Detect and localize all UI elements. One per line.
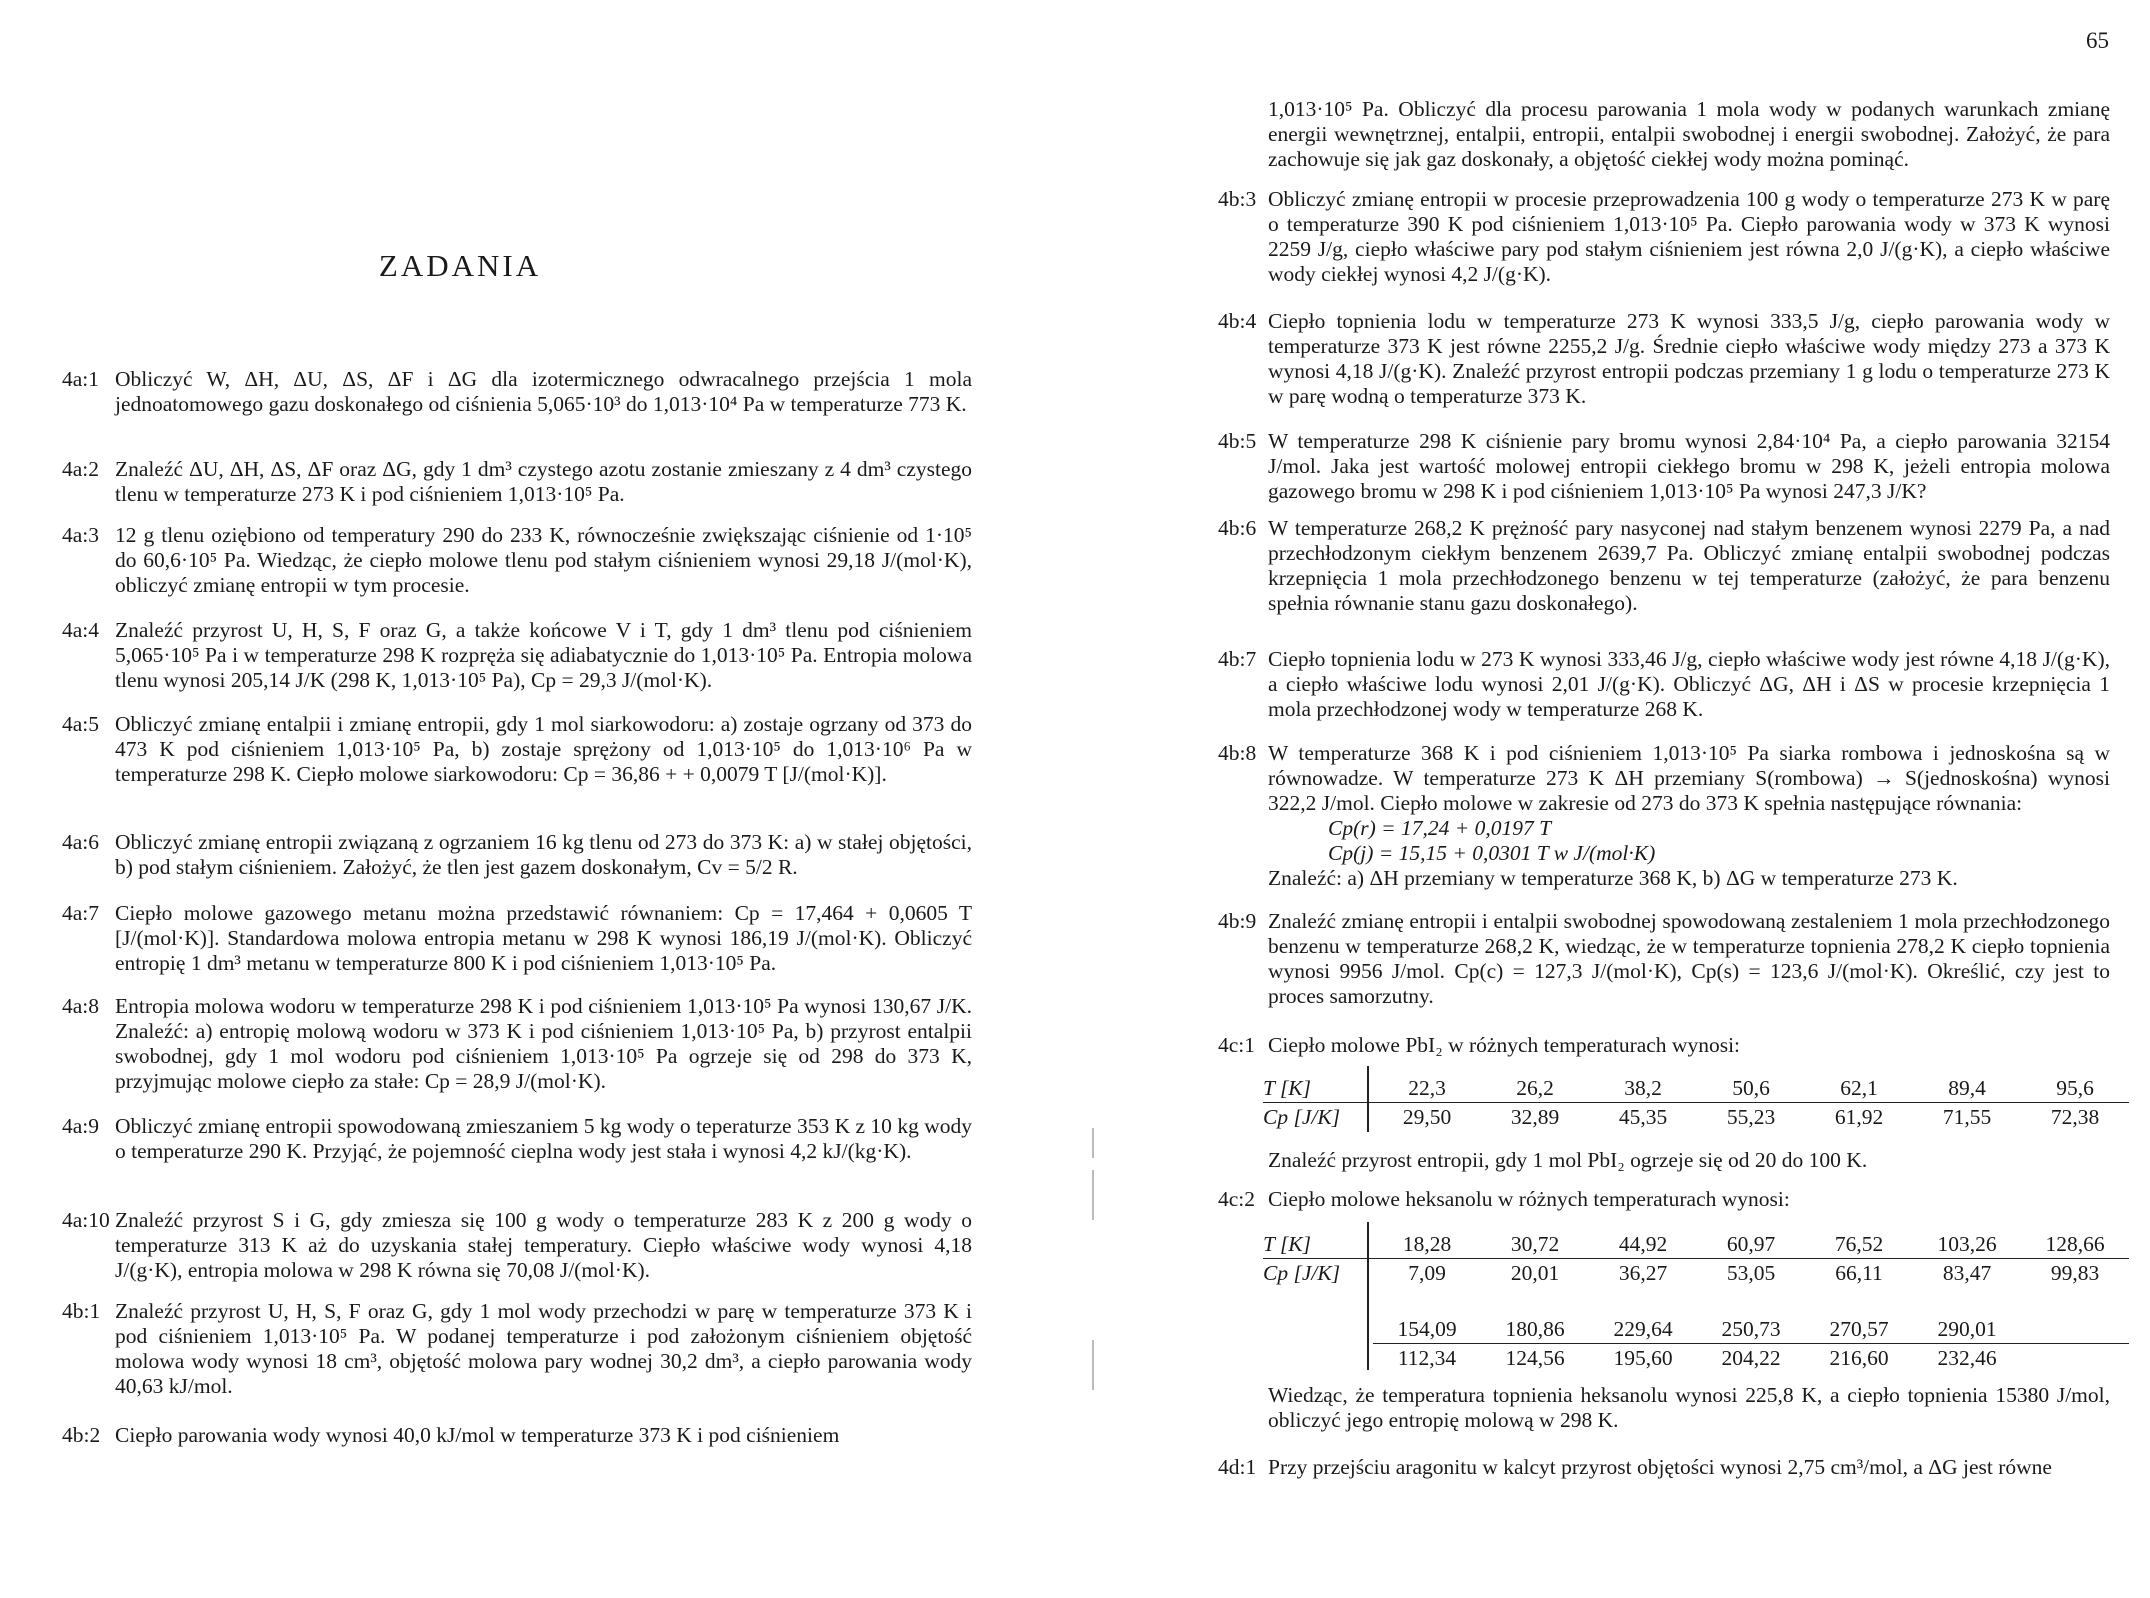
row-label: Cp [J/K]	[1263, 1260, 1341, 1285]
table-row-t	[1263, 1074, 2129, 1103]
equation: Cp(j) = 15,15 + 0,0301 T w J/(mol·K)	[1328, 841, 1656, 865]
table-cell: 22,3	[1408, 1075, 1446, 1100]
table-cell: 55,23	[1726, 1104, 1776, 1129]
table-cell: 89,4	[1948, 1075, 1986, 1100]
problem-4b-7	[1218, 647, 2110, 722]
problem-4a-1	[62, 367, 972, 417]
table-cell: 32,89	[1510, 1104, 1560, 1129]
problem-text-after: Znaleźć: a) ΔH przemiany w temperaturze 368 K, b) ΔG w temperaturze 273 K.	[1268, 866, 1958, 890]
table2-note: Wiedząc, że temperatura topnienia heksanolu wynosi 225,8 K, a ciepło topnienia 15380 J/mol, obliczyć jego entropię molową w 298 K.	[1268, 1383, 2110, 1432]
table-row-cp	[1263, 1103, 2129, 1131]
problem-text: Obliczyć zmianę entropii w procesie przeprowadzenia 100 g wody o temperaturze 273 K w parę o temperaturze 390 K pod ciśnieniem 1,013·10⁵ Pa. Ciepło parowania wody w 373 K wynosi 2259 J/g, ciepło właściwe pary pod stałym ciśnieniem jest równa 2,0 J/(g·K), a ciepło właściwe wody ciekłej wynosi 4,2 J/(g·K).	[1268, 187, 2110, 286]
table-cell: 36,27	[1618, 1260, 1668, 1285]
table-cell: 18,28	[1402, 1231, 1452, 1256]
problem-text: Znaleźć przyrost S i G, gdy zmiesza się 100 g wody o temperaturze 283 K z 200 g wody o temperaturze 313 K aż do uzyskania stałej temperatury. Ciepło właściwe wody wynosi 4,18 J/(g·K), entropia molowa w 298 K równa się 70,08 J/(mol·K).	[115, 1208, 972, 1282]
problem-text: W temperaturze 298 K ciśnienie pary bromu wynosi 2,84·10⁴ Pa, a ciepło parowania 32154 J/mol. Jaka jest wartość molowej entropii ciekłego bromu w 298 K, jeżeli entropia molowa gazowego bromu w 298 K i pod ciśnieniem 1,013·10⁵ Pa wynosi 247,3 J/K?	[1268, 429, 2110, 503]
problem-4a-5	[62, 712, 972, 787]
problem-label: 4a:9	[62, 1114, 100, 1138]
table1-note: Znaleźć przyrost entropii, gdy 1 mol PbI₂ ogrzeje się od 20 do 100 K.	[1268, 1148, 1868, 1172]
problem-label: 4b:6	[1218, 516, 1257, 540]
page-fold-mark	[1092, 1128, 1094, 1158]
table-cell: 128,66	[2045, 1231, 2105, 1256]
table-cell: 62,1	[1840, 1075, 1878, 1100]
problem-text: Ciepło molowe PbI₂ w różnych temperaturach wynosi:	[1268, 1033, 1741, 1057]
table-row-cp	[1263, 1259, 2129, 1287]
table-divider	[1367, 1066, 1369, 1132]
problem-text: Znaleźć przyrost U, H, S, F oraz G, a także końcowe V i T, gdy 1 dm³ tlenu pod ciśnieniem 5,065·10⁵ Pa i w temperaturze 298 K rozpręża się adiabatycznie do 1,013·10⁵ Pa. Entropia molowa tlenu wynosi 205,14 J/K (298 K, 1,013·10⁵ Pa), Cp = 29,3 J/(mol·K).	[115, 618, 972, 692]
table-cell: 270,57	[1829, 1316, 1889, 1341]
table-cell: 71,55	[1942, 1104, 1992, 1129]
problem-label: 4a:1	[62, 367, 100, 391]
problem-text: Entropia molowa wodoru w temperaturze 298 K i pod ciśnieniem 1,013·10⁵ Pa wynosi 130,67 J/K. Znaleźć: a) entropię molową wodoru w 373 K i pod ciśnieniem 1,013·10⁵ Pa, b) przyrost entalpii swobodnej, gdy 1 mol wodoru pod ciśnieniem 1,013·10⁵ Pa ogrzeje się od 298 do 373 K, przyjmując molowe ciepło za stałe: Cp = 28,9 J/(mol·K).	[115, 994, 972, 1093]
problem-4a-7	[62, 901, 972, 976]
problem-4b-5	[1218, 429, 2110, 504]
table-cell: 232,46	[1937, 1345, 1997, 1370]
table-row-t-cont	[1373, 1315, 2129, 1344]
table-cell: 112,34	[1397, 1345, 1457, 1370]
problem-text: W temperaturze 368 K i pod ciśnieniem 1,013·10⁵ Pa siarka rombowa i jednoskośna są w równowadze. W temperaturze 273 K ΔH przemiany S(rombowa) → S(jednoskośna) wynosi 322,2 J/mol. Ciepło molowe w zakresie od 273 do 373 K spełnia następujące równania:	[1268, 741, 2110, 815]
problem-label: 4c:2	[1218, 1187, 1256, 1211]
table-cell: 216,60	[1829, 1345, 1889, 1370]
problem-4b-2	[62, 1423, 972, 1448]
problem-4c2: 4c:2 Ciepło molowe heksanolu w różnych temperaturach wynosi:	[1218, 1187, 1790, 1211]
problem-text: Znaleźć przyrost U, H, S, F oraz G, gdy 1 mol wody przechodzi w parę w temperaturze 373 K i pod ciśnieniem 1,013·10⁵ Pa. W podanej temperaturze i pod założonym ciśnieniem objętość molowa wody wynosi 18 cm³, objętość molowa pary wodnej 30,2 dm³, a ciepło parowania wody 40,63 kJ/mol.	[115, 1299, 972, 1398]
table-cell: 99,83	[2050, 1260, 2100, 1285]
problem-label: 4a:4	[62, 618, 100, 642]
problem-label: 4b:5	[1218, 429, 1257, 453]
problem-label: 4a:5	[62, 712, 100, 736]
table-cell: 95,6	[2056, 1075, 2094, 1100]
problem-4b-8	[1218, 741, 2110, 891]
problem-label: 4a:6	[62, 830, 100, 854]
problem-4a-9	[62, 1114, 972, 1164]
problem-4b-9	[1218, 909, 2110, 1009]
table-cell: 180,86	[1505, 1316, 1565, 1341]
problem-label: 4a:2	[62, 457, 100, 481]
table-cell: 103,26	[1937, 1231, 1997, 1256]
problem-label: 4c:1	[1218, 1033, 1256, 1057]
problem-label: 4b:7	[1218, 647, 1257, 671]
table-cell: 30,72	[1510, 1231, 1560, 1256]
table-cell: 66,11	[1835, 1260, 1883, 1285]
table-cell: 76,52	[1834, 1231, 1884, 1256]
table-cell: 72,38	[2050, 1104, 2100, 1129]
table-cell: 61,92	[1834, 1104, 1884, 1129]
table-cell: 229,64	[1613, 1316, 1673, 1341]
problem-text: 1,013·10⁵ Pa. Obliczyć dla procesu parowania 1 mola wody w podanych warunkach zmianę energii wewnętrznej, entalpii, entropii, entalpii swobodnej i energii swobodnej. Założyć, że para zachowuje się jak gaz doskonały, a objętość ciekłej wody można pominąć.	[1268, 97, 2110, 171]
problem-4a-4	[62, 618, 972, 693]
row-label: T [K]	[1263, 1075, 1312, 1100]
page-fold-mark	[1092, 1340, 1094, 1390]
page-number: 65	[2086, 28, 2109, 53]
table-cell: 38,2	[1624, 1075, 1662, 1100]
table-cell: 290,01	[1937, 1316, 1997, 1341]
problem-4a-3	[62, 523, 972, 598]
problem-text: Ciepło topnienia lodu w 273 K wynosi 333,46 J/g, ciepło właściwe wody jest równe 4,18 J/(g·K), a ciepło właściwe lodu wynosi 2,01 J/(g·K). Obliczyć ΔG, ΔH i ΔS w procesie krzepnięcia 1 mola przechłodzonej wody w temperaturze 268 K.	[1268, 647, 2110, 721]
table-cell: 60,97	[1726, 1231, 1776, 1256]
problem-label: 4b:9	[1218, 909, 1257, 933]
problem-4b-1	[62, 1299, 972, 1399]
problem-label: 4b:1	[62, 1299, 101, 1323]
problem-text: Znaleźć zmianę entropii i entalpii swobodnej spowodowaną zestaleniem 1 mola przechłodzonego benzenu w temperaturze 268,2 K, wiedząc, że w temperaturze topnienia 278,2 K ciepło topnienia wynosi 9956 J/mol. Cp(c) = 127,3 J/(mol·K), Cp(s) = 123,6 J/(mol·K). Określić, czy jest to proces samorzutny.	[1268, 909, 2110, 1008]
problem-text: Ciepło parowania wody wynosi 40,0 kJ/mol w temperaturze 373 K i pod ciśnieniem	[115, 1423, 840, 1447]
table-cell: 250,73	[1721, 1316, 1781, 1341]
table-cell: 7,09	[1408, 1260, 1446, 1285]
problem-4a-2	[62, 457, 972, 507]
table-cell: 29,50	[1402, 1104, 1452, 1129]
problem-4a-6	[62, 830, 972, 880]
problem-text: Obliczyć W, ΔH, ΔU, ΔS, ΔF i ΔG dla izotermicznego odwracalnego przejścia 1 mola jednoatomowego gazu doskonałego od ciśnienia 5,065·10³ do 1,013·10⁴ Pa w temperaturze 773 K.	[115, 367, 972, 416]
table-cell: 124,56	[1505, 1345, 1565, 1370]
problem-label: 4b:4	[1218, 309, 1257, 333]
equation: Cp(r) = 17,24 + 0,0197 T	[1328, 816, 1552, 840]
row-label: T [K]	[1263, 1231, 1312, 1256]
problem-4c-1	[1218, 1033, 2110, 1058]
table-heksanol	[1263, 1230, 2129, 1372]
table-divider	[1367, 1222, 1369, 1370]
problem-label: 4b:8	[1218, 741, 1257, 765]
problem-4a-10	[62, 1208, 972, 1283]
problem-text: 12 g tlenu oziębiono od temperatury 290 do 233 K, równocześnie zwiększając ciśnienie od 1·10⁵ do 60,6·10⁵ Pa. Wiedząc, że ciepło molowe tlenu pod stałym ciśnieniem wynosi 29,18 J/(mol·K), obliczyć zmianę entropii w tym procesie.	[115, 523, 972, 597]
row-label: Cp [J/K]	[1263, 1104, 1341, 1129]
problem-label: 4b:3	[1218, 187, 1257, 211]
problem-text: Znaleźć ΔU, ΔH, ΔS, ΔF oraz ΔG, gdy 1 dm³ czystego azotu zostanie zmieszany z 4 dm³ czystego tlenu w temperaturze 273 K i pod ciśnieniem 1,013·10⁵ Pa.	[115, 457, 972, 506]
table-cell: 20,01	[1510, 1260, 1560, 1285]
problem-label: 4a:10	[62, 1208, 110, 1232]
table-cell: 53,05	[1726, 1260, 1776, 1285]
section-title: ZADANIA	[378, 248, 542, 283]
problem-label: 4a:3	[62, 523, 100, 547]
table-row-t	[1263, 1230, 2129, 1259]
table-cell: 195,60	[1613, 1345, 1673, 1370]
problem-text: Obliczyć zmianę entropii związaną z ogrzaniem 16 kg tlenu od 273 do 373 K: a) w stałej objętości, b) pod stałym ciśnieniem. Założyć, że tlen jest gazem doskonałym, Cv = 5/2 R.	[115, 830, 972, 879]
problem-text: Ciepło molowe gazowego metanu można przedstawić równaniem: Cp = 17,464 + 0,0605 T [J/(mol·K)]. Standardowa molowa entropia metanu w 298 K wynosi 186,19 J/(mol·K). Obliczyć entropię 1 dm³ metanu w temperaturze 800 K i pod ciśnieniem 1,013·10⁵ Pa.	[115, 901, 972, 975]
problem-4d1: 4d:1 Przy przejściu aragonitu w kalcyt przyrost objętości wynosi 2,75 cm³/mol, a ΔG jest równe	[1218, 1455, 2052, 1479]
table-cell: 50,6	[1732, 1075, 1770, 1100]
problem-label: 4a:7	[62, 901, 100, 925]
table-cell: 204,22	[1721, 1345, 1781, 1370]
table-pbi2	[1263, 1074, 2129, 1131]
problem-4a-8	[62, 994, 972, 1094]
problem-label: 4a:8	[62, 994, 100, 1018]
problem-4b-3	[1218, 187, 2110, 287]
problem-text: Ciepło topnienia lodu w temperaturze 273 K wynosi 333,5 J/g, ciepło parowania wody w temperaturze 373 K jest równe 2255,2 J/g. Średnie ciepło właściwe wody między 273 a 373 K wynosi 4,18 J/(g·K). Znaleźć przyrost entropii podczas przemiany 1 g lodu o temperaturze 273 K w parę wodną o temperaturze 373 K.	[1268, 309, 2110, 408]
table-cell: 26,2	[1516, 1075, 1554, 1100]
problem-continued	[1218, 97, 2110, 172]
table-cell: 83,47	[1942, 1260, 1992, 1285]
table-cell: 44,92	[1618, 1231, 1668, 1256]
page-fold-mark	[1092, 1170, 1094, 1220]
problem-label: 4b:2	[62, 1423, 101, 1447]
problem-text: W temperaturze 268,2 K prężność pary nasyconej nad stałym benzenem wynosi 2279 Pa, a nad przechłodzonym ciekłym benzenem 2639,7 Pa. Obliczyć zmianę entalpii swobodnej podczas krzepnięcia 1 mola przechłodzonego benzenu w tej temperaturze (założyć, że para benzenu spełnia równanie stanu gazu doskonałego).	[1268, 516, 2110, 615]
problem-text: Obliczyć zmianę entropii spowodowaną zmieszaniem 5 kg wody o teperaturze 353 K z 10 kg wody o temperaturze 290 K. Przyjąć, że pojemność cieplna wody jest stała i wynosi 4,2 kJ/(kg·K).	[115, 1114, 972, 1163]
table-cell: 154,09	[1397, 1316, 1457, 1341]
problem-label: 4d:1	[1218, 1455, 1257, 1479]
problem-text: Obliczyć zmianę entalpii i zmianę entropii, gdy 1 mol siarkowodoru: a) zostaje ogrzany od 373 do 473 K pod ciśnieniem 1,013·10⁵ Pa, b) zostaje sprężony od 1,013·10⁵ do 1,013·10⁶ Pa w temperaturze 298 K. Ciepło molowe siarkowodoru: Cp = 36,86 + + 0,0079 T [J/(mol·K)].	[115, 712, 972, 786]
table-cell: 45,35	[1618, 1104, 1668, 1129]
problem-4b-4	[1218, 309, 2110, 409]
problem-4b-6	[1218, 516, 2110, 616]
table-row-cp-cont	[1373, 1344, 2129, 1372]
